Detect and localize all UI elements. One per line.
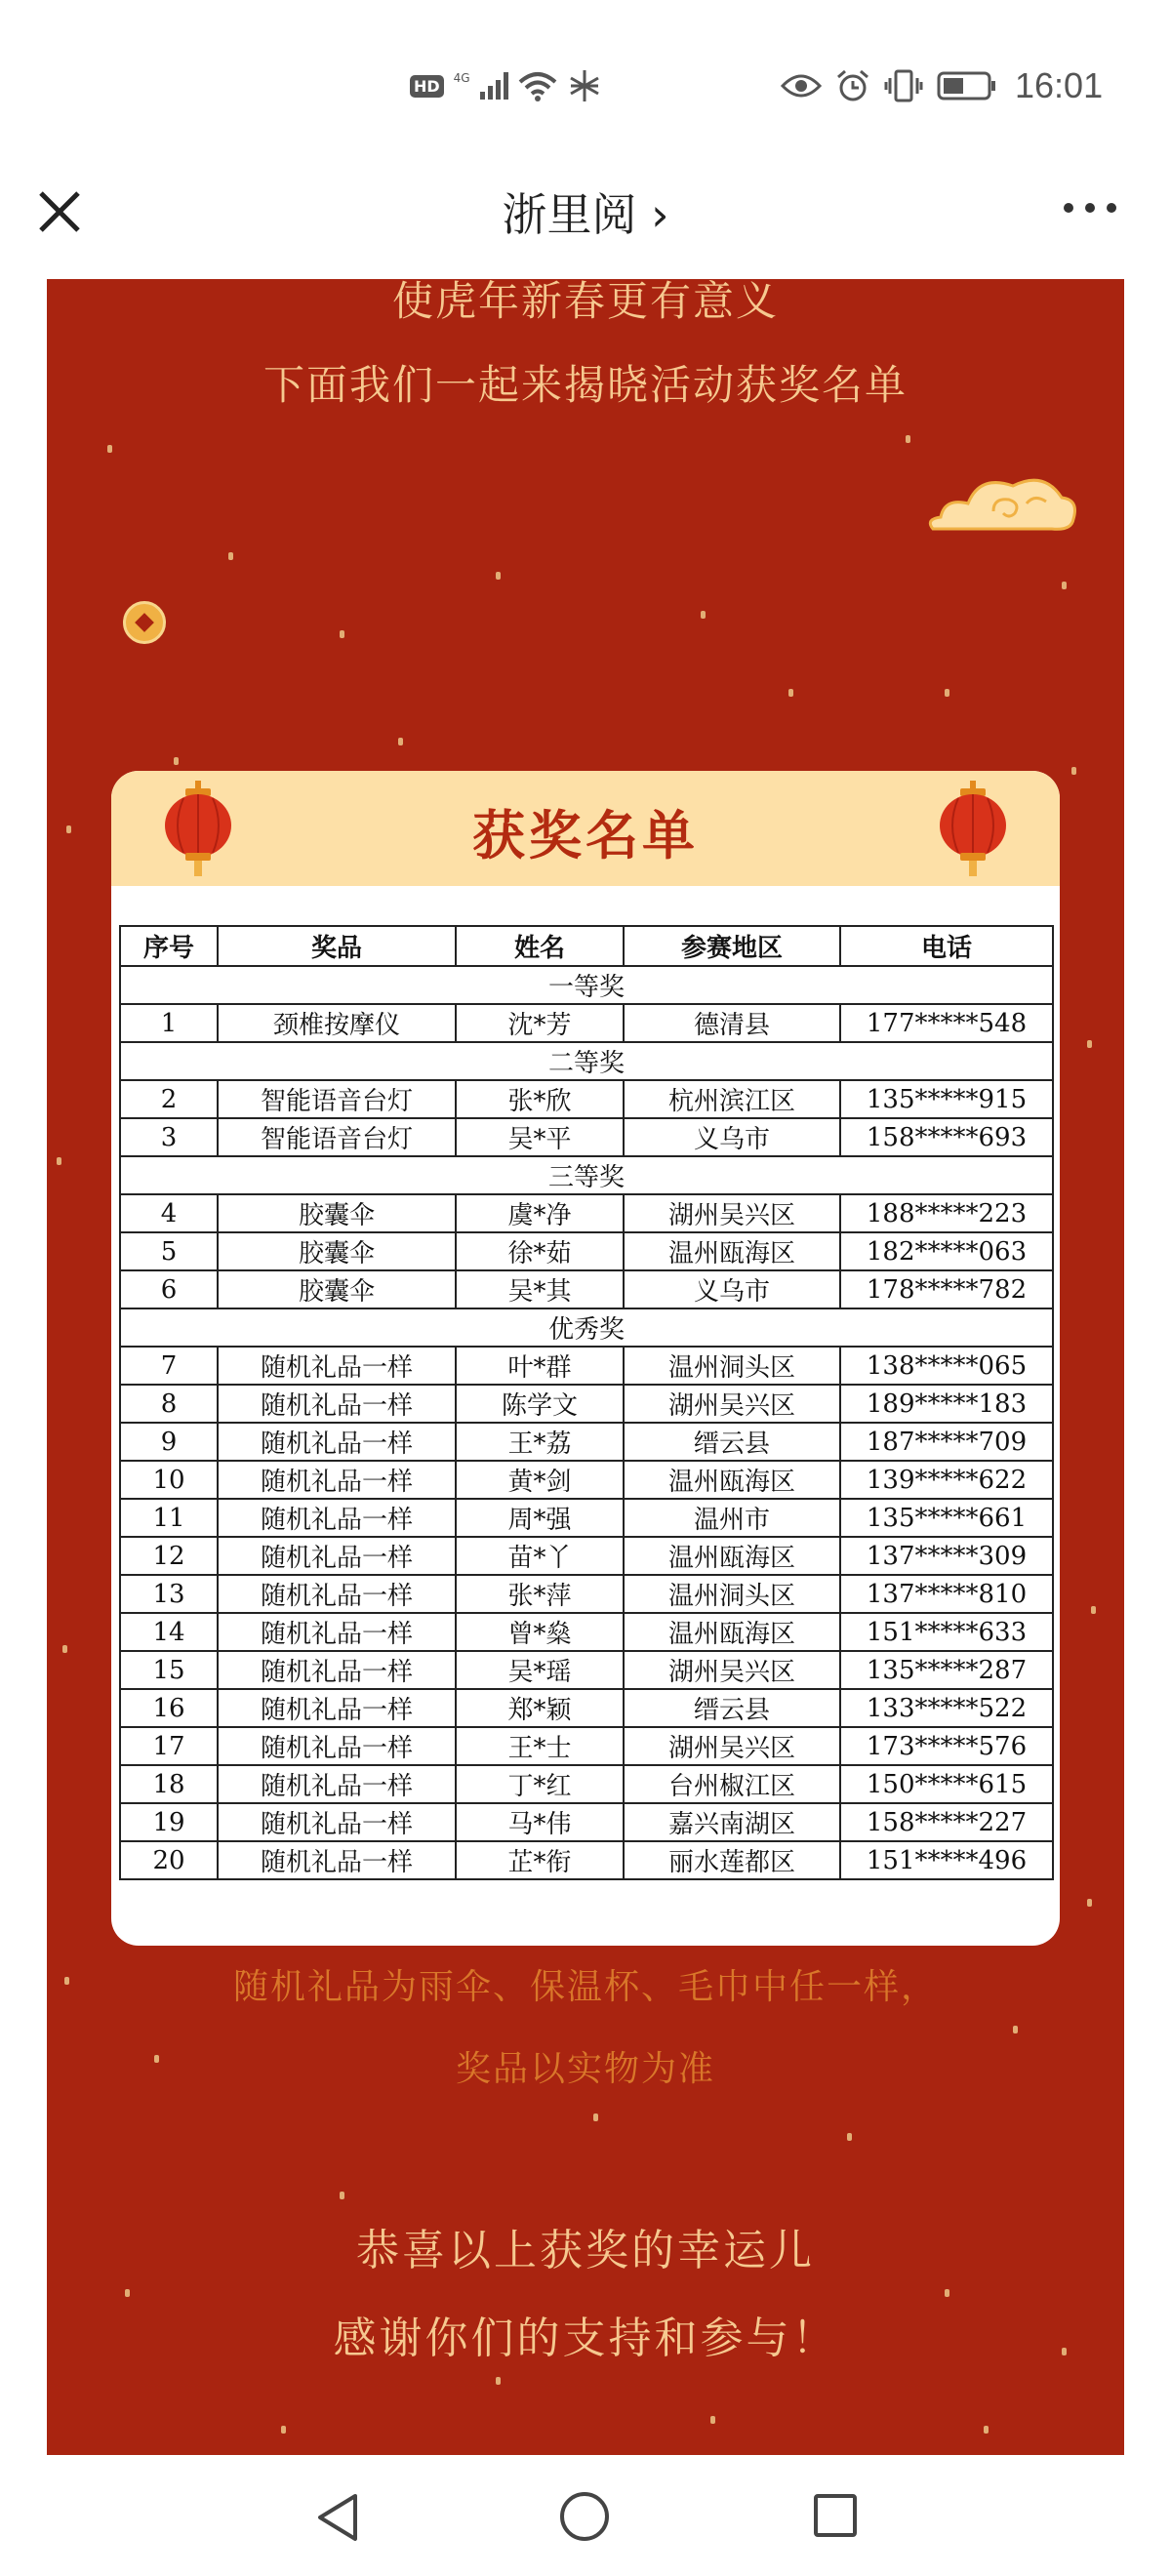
cell-prize: 智能语音台灯 — [218, 1118, 456, 1156]
prize-group-label: 优秀奖 — [120, 1308, 1053, 1347]
cell-name: 王*荔 — [456, 1423, 624, 1461]
cell-region: 缙云县 — [624, 1689, 840, 1727]
nav-bar — [0, 166, 1171, 279]
intro-line-2: 下面我们一起来揭晓活动获奖名单 — [262, 361, 908, 409]
table-row — [120, 1689, 1053, 1727]
note-line-2: 奖品以实物为准 — [455, 2049, 715, 2089]
table-row — [120, 1537, 1053, 1575]
cell-region: 杭州滨江区 — [624, 1080, 840, 1118]
cell-name: 马*伟 — [456, 1803, 624, 1841]
cell-region: 缙云县 — [624, 1423, 840, 1461]
page-title[interactable]: 浙里阅 › — [502, 188, 669, 241]
table-row — [120, 1347, 1053, 1385]
cell-region: 湖州吴兴区 — [624, 1651, 840, 1689]
card-title: 获奖名单 — [472, 804, 699, 866]
note-line-1: 随机礼品为雨伞、保温杯、毛巾中任一样， — [232, 1967, 938, 2007]
cell-phone: 137*****810 — [840, 1575, 1053, 1613]
cell-name: 曾*燊 — [456, 1613, 624, 1651]
header-name: 姓名 — [456, 926, 624, 966]
more-icon[interactable] — [1064, 203, 1116, 213]
prize-group-label: 一等奖 — [120, 966, 1053, 1004]
cell-name: 周*强 — [456, 1499, 624, 1537]
table-row — [120, 1499, 1053, 1537]
cell-phone: 158*****227 — [840, 1803, 1053, 1841]
cell-name: 吴*平 — [456, 1118, 624, 1156]
cell-prize: 随机礼品一样 — [218, 1499, 456, 1537]
table-row — [120, 1080, 1053, 1118]
status-bar — [0, 0, 1171, 166]
cell-prize: 胶囊伞 — [218, 1232, 456, 1270]
table-body — [120, 966, 1053, 1879]
cell-phone: 137*****309 — [840, 1537, 1053, 1575]
system-nav-bar — [0, 2455, 1171, 2576]
cell-index: 20 — [120, 1841, 218, 1879]
cell-name: 张*萍 — [456, 1575, 624, 1613]
status-right — [781, 66, 1103, 105]
header-phone: 电话 — [840, 926, 1053, 966]
cell-phone: 138*****065 — [840, 1347, 1053, 1385]
cell-index: 15 — [120, 1651, 218, 1689]
cell-region: 义乌市 — [624, 1118, 840, 1156]
cell-name: 陈学文 — [456, 1385, 624, 1423]
winners-card — [111, 771, 1060, 1946]
cell-phone: 158*****693 — [840, 1118, 1053, 1156]
cell-prize: 随机礼品一样 — [218, 1651, 456, 1689]
cell-phone: 150*****615 — [840, 1765, 1053, 1803]
cell-name: 丁*红 — [456, 1765, 624, 1803]
cell-index: 3 — [120, 1118, 218, 1156]
cell-region: 丽水莲都区 — [624, 1841, 840, 1879]
cell-index: 13 — [120, 1575, 218, 1613]
status-left — [410, 66, 602, 105]
clock: 16:01 — [1015, 65, 1104, 105]
cell-prize: 随机礼品一样 — [218, 1537, 456, 1575]
cell-index: 7 — [120, 1347, 218, 1385]
cell-phone: 189*****183 — [840, 1385, 1053, 1423]
prize-group-row — [120, 1308, 1053, 1347]
coin-icon — [123, 601, 166, 644]
winners-table — [119, 925, 1054, 1880]
vibrate-icon — [884, 68, 923, 103]
table-row — [120, 1194, 1053, 1232]
cell-region: 温州瓯海区 — [624, 1461, 840, 1499]
cell-index: 12 — [120, 1537, 218, 1575]
cell-index: 17 — [120, 1727, 218, 1765]
cell-index: 16 — [120, 1689, 218, 1727]
cell-index: 5 — [120, 1232, 218, 1270]
wifi-icon — [518, 70, 557, 101]
header-prize: 奖品 — [218, 926, 456, 966]
cell-phone: 187*****709 — [840, 1423, 1053, 1461]
prize-group-row — [120, 1156, 1053, 1194]
article-content[interactable] — [47, 279, 1124, 2455]
cell-region: 德清县 — [624, 1004, 840, 1042]
cell-phone: 173*****576 — [840, 1727, 1053, 1765]
cell-index: 6 — [120, 1270, 218, 1308]
cell-phone: 178*****782 — [840, 1270, 1053, 1308]
table-row — [120, 1423, 1053, 1461]
cell-name: 沈*芳 — [456, 1004, 624, 1042]
cell-index: 1 — [120, 1004, 218, 1042]
cell-name: 徐*茹 — [456, 1232, 624, 1270]
table-row — [120, 1232, 1053, 1270]
cell-index: 19 — [120, 1803, 218, 1841]
thanks-line-2: 感谢你们的支持和参与！ — [333, 2314, 838, 2363]
cell-name: 苗*丫 — [456, 1537, 624, 1575]
cell-name: 芷*衔 — [456, 1841, 624, 1879]
cell-phone: 151*****633 — [840, 1613, 1053, 1651]
table-row — [120, 1385, 1053, 1423]
cell-region: 温州瓯海区 — [624, 1232, 840, 1270]
cell-name: 张*欣 — [456, 1080, 624, 1118]
cell-region: 温州洞头区 — [624, 1575, 840, 1613]
cell-index: 10 — [120, 1461, 218, 1499]
cell-prize: 随机礼品一样 — [218, 1613, 456, 1651]
cell-phone: 135*****661 — [840, 1499, 1053, 1537]
cell-name: 虞*净 — [456, 1194, 624, 1232]
cell-name: 王*士 — [456, 1727, 624, 1765]
cell-prize: 随机礼品一样 — [218, 1689, 456, 1727]
cell-region: 嘉兴南湖区 — [624, 1803, 840, 1841]
cell-name: 叶*群 — [456, 1347, 624, 1385]
table-row — [120, 1270, 1053, 1308]
eye-icon — [781, 72, 822, 100]
prize-group-label: 二等奖 — [120, 1042, 1053, 1080]
cell-phone: 177*****548 — [840, 1004, 1053, 1042]
cell-prize: 随机礼品一样 — [218, 1765, 456, 1803]
cell-phone: 139*****622 — [840, 1461, 1053, 1499]
cell-region: 湖州吴兴区 — [624, 1385, 840, 1423]
network-type: 4G — [453, 71, 470, 85]
cell-name: 郑*颖 — [456, 1689, 624, 1727]
table-row — [120, 1841, 1053, 1879]
header-index: 序号 — [120, 926, 218, 966]
recents-icon[interactable] — [814, 2494, 857, 2537]
prize-group-row — [120, 1042, 1053, 1080]
cell-phone: 151*****496 — [840, 1841, 1053, 1879]
cell-region: 温州瓯海区 — [624, 1537, 840, 1575]
cell-region: 湖州吴兴区 — [624, 1194, 840, 1232]
cell-name: 黄*剑 — [456, 1461, 624, 1499]
cell-prize: 随机礼品一样 — [218, 1727, 456, 1765]
table-row — [120, 1461, 1053, 1499]
cell-index: 9 — [120, 1423, 218, 1461]
prize-group-row — [120, 966, 1053, 1004]
cell-name: 吴*瑶 — [456, 1651, 624, 1689]
hd-icon: HD — [410, 75, 444, 98]
thanks-line-1: 恭喜以上获奖的幸运儿 — [356, 2226, 815, 2275]
cloud-icon — [925, 464, 1081, 543]
cell-phone: 188*****223 — [840, 1194, 1053, 1232]
prize-group-label: 三等奖 — [120, 1156, 1053, 1194]
back-icon[interactable] — [314, 2492, 361, 2543]
cell-prize: 随机礼品一样 — [218, 1385, 456, 1423]
cell-prize: 随机礼品一样 — [218, 1841, 456, 1879]
cell-prize: 随机礼品一样 — [218, 1803, 456, 1841]
table-row — [120, 1613, 1053, 1651]
cell-index: 2 — [120, 1080, 218, 1118]
cell-prize: 随机礼品一样 — [218, 1423, 456, 1461]
cell-index: 14 — [120, 1613, 218, 1651]
cell-prize: 随机礼品一样 — [218, 1461, 456, 1499]
cell-region: 温州洞头区 — [624, 1347, 840, 1385]
table-row — [120, 1118, 1053, 1156]
cell-region: 温州瓯海区 — [624, 1613, 840, 1651]
header-region: 参赛地区 — [624, 926, 840, 966]
cell-name: 吴*其 — [456, 1270, 624, 1308]
table-row — [120, 1765, 1053, 1803]
table-row — [120, 1651, 1053, 1689]
signal-icon — [480, 72, 508, 100]
cell-phone: 133*****522 — [840, 1689, 1053, 1727]
cell-index: 18 — [120, 1765, 218, 1803]
table-row — [120, 1575, 1053, 1613]
home-icon[interactable] — [560, 2492, 609, 2541]
bluetooth-icon — [567, 68, 602, 103]
cell-phone: 182*****063 — [840, 1232, 1053, 1270]
cell-prize: 胶囊伞 — [218, 1270, 456, 1308]
cell-region: 湖州吴兴区 — [624, 1727, 840, 1765]
cell-index: 4 — [120, 1194, 218, 1232]
cell-prize: 随机礼品一样 — [218, 1575, 456, 1613]
table-row — [120, 1803, 1053, 1841]
cell-phone: 135*****287 — [840, 1651, 1053, 1689]
cell-region: 温州市 — [624, 1499, 840, 1537]
cell-prize: 颈椎按摩仪 — [218, 1004, 456, 1042]
table-header-row — [120, 926, 1053, 966]
battery-icon — [937, 70, 997, 101]
alarm-icon — [835, 68, 870, 103]
cell-index: 11 — [120, 1499, 218, 1537]
cell-phone: 135*****915 — [840, 1080, 1053, 1118]
cell-index: 8 — [120, 1385, 218, 1423]
cell-prize: 智能语音台灯 — [218, 1080, 456, 1118]
intro-line-1: 使虎年新春更有意义 — [391, 279, 779, 325]
table-row — [120, 1004, 1053, 1042]
cell-region: 台州椒江区 — [624, 1765, 840, 1803]
table-row — [120, 1727, 1053, 1765]
cell-prize: 随机礼品一样 — [218, 1347, 456, 1385]
cell-prize: 胶囊伞 — [218, 1194, 456, 1232]
cell-region: 义乌市 — [624, 1270, 840, 1308]
